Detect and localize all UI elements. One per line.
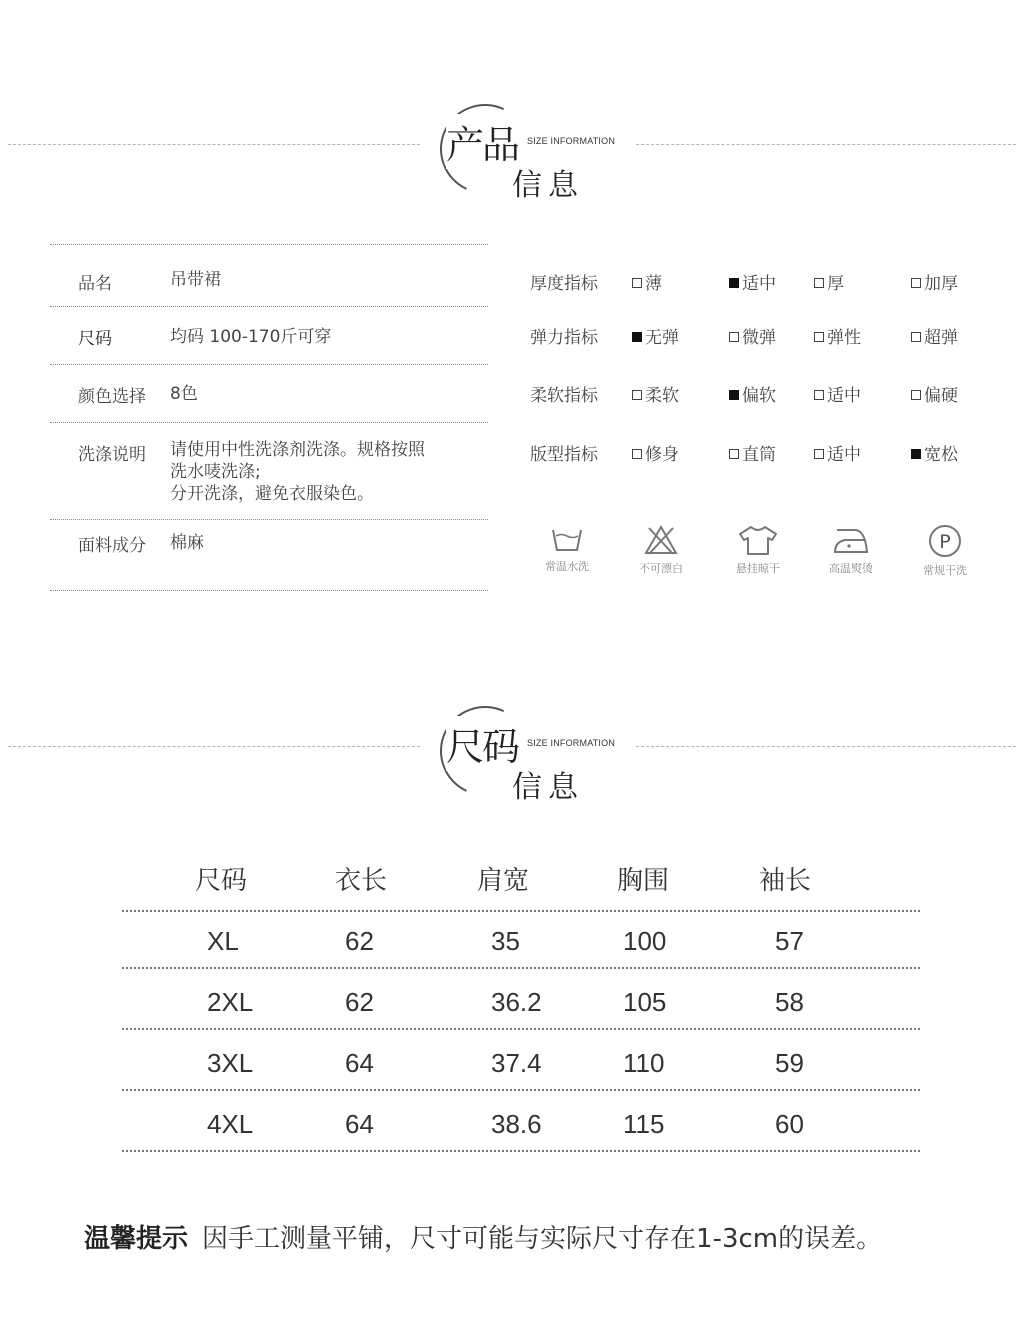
header-divider-right bbox=[636, 144, 1016, 145]
indicator-option: 厚 bbox=[814, 269, 844, 294]
indicator-option: 偏软 bbox=[729, 381, 776, 406]
indicator-option: 适中 bbox=[814, 440, 861, 465]
checkbox-icon bbox=[632, 390, 642, 400]
care-item-dryclean bbox=[905, 524, 985, 578]
header-title-bottom: 信息 bbox=[512, 770, 584, 805]
table-cell: 35 bbox=[491, 926, 520, 956]
header-divider-left bbox=[8, 746, 420, 747]
table-cell: 3XL bbox=[207, 1048, 254, 1078]
checkbox-icon bbox=[729, 278, 739, 288]
table-cell: 58 bbox=[775, 987, 804, 1017]
iron-icon bbox=[831, 524, 871, 556]
info-value-name: 吊带裙 bbox=[170, 270, 221, 290]
table-cell: 38.6 bbox=[491, 1109, 542, 1139]
care-item-hang bbox=[718, 524, 798, 576]
indicator-option: 偏硬 bbox=[911, 381, 958, 406]
table-cell: 115 bbox=[623, 1109, 665, 1139]
table-cell: 2XL bbox=[207, 987, 254, 1017]
row-divider bbox=[50, 364, 488, 365]
checkbox-icon bbox=[911, 278, 921, 288]
checkbox-icon bbox=[814, 332, 824, 342]
care-caption: 常规干洗 bbox=[923, 564, 967, 577]
svg-text:P: P bbox=[939, 531, 951, 553]
table-cell: 110 bbox=[623, 1048, 665, 1078]
info-label-washing: 洗涤说明 bbox=[78, 445, 146, 465]
info-label-name: 品名 bbox=[78, 274, 112, 294]
indicator-option: 修身 bbox=[632, 440, 679, 465]
checkbox-icon bbox=[729, 449, 739, 459]
info-value-fabric: 棉麻 bbox=[170, 533, 204, 553]
checkbox-icon bbox=[814, 390, 824, 400]
wash-basin-icon bbox=[550, 524, 584, 554]
header-divider-left bbox=[8, 144, 420, 145]
header-title-top: 尺码 bbox=[446, 716, 518, 771]
header-subtitle: SIZE INFORMATION bbox=[527, 738, 616, 748]
row-divider bbox=[50, 306, 488, 307]
indicator-option: 柔软 bbox=[632, 381, 679, 406]
indicator-option: 弹性 bbox=[814, 323, 861, 348]
checkbox-icon bbox=[729, 332, 739, 342]
info-label-size: 尺码 bbox=[78, 329, 112, 349]
hang-dry-icon bbox=[736, 524, 780, 556]
indicator-label-thickness: 厚度指标 bbox=[530, 274, 598, 294]
table-cell: 57 bbox=[775, 926, 804, 956]
info-label-color: 颜色选择 bbox=[78, 387, 146, 407]
size-info-header bbox=[0, 676, 1024, 805]
washing-line-2: 洗水唛洗涤; bbox=[170, 462, 261, 482]
indicator-option: 适中 bbox=[729, 269, 776, 294]
indicator-option: 加厚 bbox=[911, 269, 958, 294]
table-row-divider bbox=[122, 1150, 920, 1152]
checkbox-icon bbox=[911, 449, 921, 459]
washing-line-3: 分开洗涤，避免衣服染色。 bbox=[170, 484, 374, 504]
indicator-option: 直筒 bbox=[729, 440, 776, 465]
checkbox-icon bbox=[814, 449, 824, 459]
row-divider bbox=[50, 422, 488, 423]
table-row-divider bbox=[122, 910, 920, 912]
table-row-divider bbox=[122, 1089, 920, 1091]
checkbox-icon bbox=[911, 390, 921, 400]
indicator-option: 薄 bbox=[632, 269, 662, 294]
table-cell: 37.4 bbox=[491, 1048, 542, 1078]
header-subtitle: SIZE INFORMATION bbox=[527, 136, 616, 146]
column-header: 胸围 bbox=[617, 866, 670, 896]
info-value-washing bbox=[170, 439, 425, 505]
row-divider bbox=[50, 244, 488, 245]
row-divider bbox=[50, 519, 488, 520]
info-value-size: 均码 100-170斤可穿 bbox=[170, 327, 332, 347]
header-divider-right bbox=[636, 746, 1016, 747]
indicator-option: 无弹 bbox=[632, 323, 679, 348]
table-row-divider bbox=[122, 967, 920, 969]
care-caption: 不可漂白 bbox=[639, 562, 683, 575]
row-divider bbox=[50, 590, 488, 591]
indicator-option: 宽松 bbox=[911, 440, 958, 465]
measurement-tip bbox=[84, 1218, 882, 1255]
indicator-label-elasticity: 弹力指标 bbox=[530, 328, 598, 348]
no-bleach-icon bbox=[643, 524, 679, 556]
washing-line-1: 请使用中性洗涤剂洗涤。规格按照 bbox=[170, 440, 425, 460]
product-info-header bbox=[0, 74, 1024, 203]
checkbox-icon bbox=[632, 278, 642, 288]
dry-clean-p-icon bbox=[928, 524, 962, 558]
care-item-wash bbox=[527, 524, 607, 574]
table-cell: 62 bbox=[345, 926, 374, 956]
checkbox-icon bbox=[814, 278, 824, 288]
tip-text: 因手工测量平铺，尺寸可能与实际尺寸存在1-3cm的误差。 bbox=[202, 1224, 883, 1254]
column-header: 衣长 bbox=[335, 866, 388, 896]
care-item-bleach bbox=[621, 524, 701, 576]
checkbox-icon bbox=[729, 390, 739, 400]
indicator-option: 超弹 bbox=[911, 323, 958, 348]
care-caption: 常温水洗 bbox=[545, 560, 589, 573]
indicator-option: 适中 bbox=[814, 381, 861, 406]
table-cell: 36.2 bbox=[491, 987, 542, 1017]
column-header: 肩宽 bbox=[477, 866, 530, 896]
care-caption: 高温熨烫 bbox=[829, 562, 873, 575]
checkbox-icon bbox=[632, 449, 642, 459]
table-cell: 60 bbox=[775, 1109, 804, 1139]
table-cell: 64 bbox=[345, 1109, 374, 1139]
table-cell: 4XL bbox=[207, 1109, 254, 1139]
table-cell: 59 bbox=[775, 1048, 804, 1078]
table-cell: 100 bbox=[623, 926, 667, 956]
header-title-bottom: 信息 bbox=[512, 168, 584, 203]
column-header: 尺码 bbox=[195, 866, 248, 896]
table-cell: 62 bbox=[345, 987, 374, 1017]
indicator-label-fit: 版型指标 bbox=[530, 445, 598, 465]
info-label-fabric: 面料成分 bbox=[78, 536, 146, 556]
checkbox-icon bbox=[911, 332, 921, 342]
checkbox-icon bbox=[632, 332, 642, 342]
care-caption: 悬挂晾干 bbox=[736, 562, 780, 575]
care-item-iron bbox=[811, 524, 891, 576]
table-cell: 64 bbox=[345, 1048, 374, 1078]
table-cell: XL bbox=[207, 926, 239, 956]
column-header: 袖长 bbox=[759, 866, 812, 896]
header-title-top: 产品 bbox=[446, 114, 518, 169]
table-row-divider bbox=[122, 1028, 920, 1030]
indicator-label-softness: 柔软指标 bbox=[530, 386, 598, 406]
info-value-color: 8色 bbox=[170, 384, 198, 404]
tip-label: 温馨提示 bbox=[84, 1224, 189, 1254]
indicator-option: 微弹 bbox=[729, 323, 776, 348]
table-cell: 105 bbox=[623, 987, 667, 1017]
